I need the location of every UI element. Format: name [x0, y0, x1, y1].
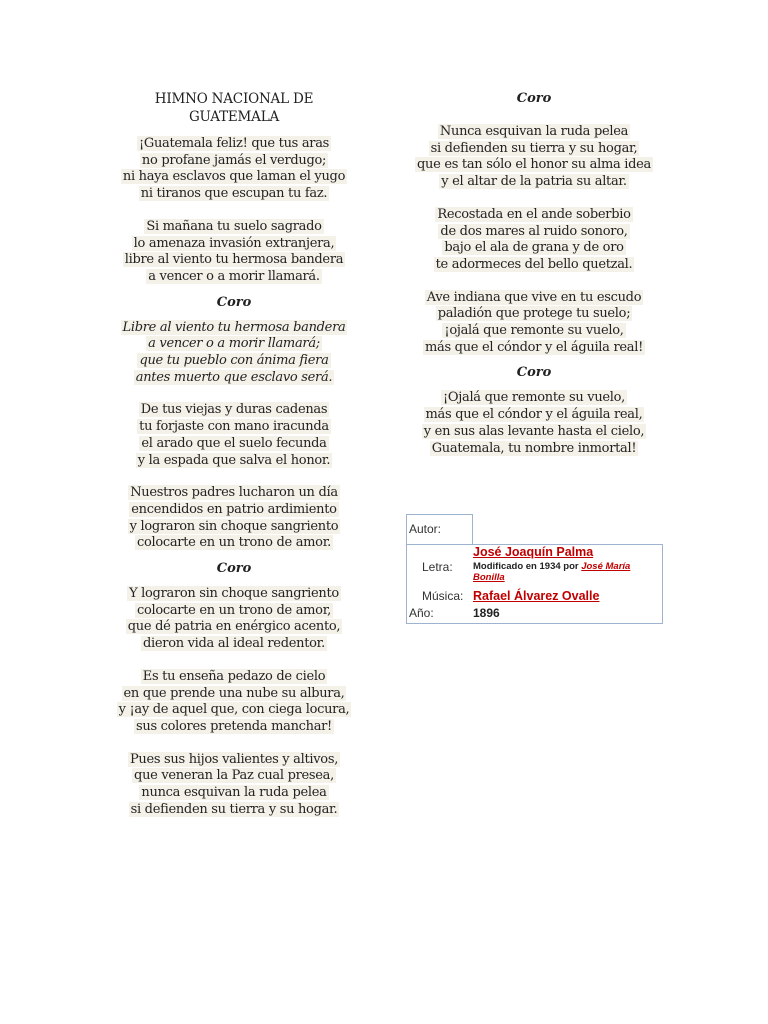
verse-line: y en sus alas levante hasta el cielo, [423, 423, 645, 439]
verse-line: más que el cóndor y el águila real! [424, 339, 643, 355]
stanza [108, 485, 360, 552]
verse-line: te adormeces del bello quetzal. [435, 256, 633, 272]
verse-line: Y lograron sin choque sangriento [129, 586, 339, 602]
verse-line: Nuestros padres lucharon un día [130, 485, 338, 501]
verse-line: de dos mares al ruido sonoro, [440, 223, 628, 239]
verse-line: que tu pueblo con ánima fiera [139, 353, 329, 369]
stanza [410, 290, 658, 357]
stanza [108, 752, 360, 819]
verse-line: antes muerto que esclavo será. [135, 369, 333, 385]
letra-author-link[interactable]: José Joaquín Palma [473, 545, 594, 559]
stanza [108, 219, 360, 286]
stanza [108, 402, 360, 469]
stanza [108, 136, 360, 203]
verse-line: bajo el ala de grana y de oro [444, 240, 624, 256]
verse-line: lo amenaza invasión extranjera, [133, 235, 335, 251]
verse-line: que veneran la Paz cual presea, [134, 768, 334, 784]
right-column [410, 90, 658, 457]
verse-line: Nunca esquivan la ruda pelea [439, 124, 629, 139]
verse-line: encendidos en patrio ardimiento [131, 501, 337, 517]
coro-heading: Coro [216, 294, 252, 310]
verse-line: colocarte en un trono de amor, [136, 602, 332, 618]
anio-value: 1896 [473, 606, 500, 620]
credits-box [406, 514, 662, 624]
coro-heading: Coro [516, 91, 552, 106]
verse-line: paladión que protege tu suelo; [437, 306, 631, 322]
musica-composer-link[interactable]: Rafael Álvarez Ovalle [473, 589, 600, 603]
verse-line: Guatemala, tu nombre inmortal! [431, 440, 637, 456]
verse-line: sus colores pretenda manchar! [136, 718, 332, 734]
verse-line: Libre al viento tu hermosa bandera [122, 319, 346, 335]
coro-heading: Coro [216, 561, 252, 577]
modification-prefix: Modificado en 1934 por [473, 561, 582, 572]
verse-line: y lograron sin choque sangriento [129, 518, 339, 534]
stanza [108, 586, 360, 653]
stanza [108, 669, 360, 736]
verse-line: ¡ojalá que remonte su vuelo, [444, 323, 624, 339]
autor-label: Autor: [409, 522, 442, 536]
verse-line: si defienden su tierra y su hogar. [130, 801, 338, 817]
coro-heading: Coro [516, 365, 552, 381]
verse-line: De tus viejas y duras cadenas [140, 402, 328, 418]
verse-line: colocarte en un trono de amor. [136, 535, 332, 551]
verse-line: Si mañana tu suelo sagrado [146, 218, 322, 234]
verse-line: dieron vida al ideal redentor. [143, 636, 325, 652]
verse-line: Ave indiana que vive en tu escudo [426, 289, 642, 305]
verse-line: ¡Ojalá que remonte su vuelo, [442, 390, 625, 406]
verse-line: libre al viento tu hermosa bandera [124, 252, 344, 268]
modifier-author-link[interactable]: José María Bonilla [473, 561, 631, 583]
verse-line: el arado que el suelo fecunda [141, 435, 327, 451]
verse-line: ni tiranos que escupan tu faz. [140, 186, 328, 202]
verse-line: y la espada que salva el honor. [137, 452, 331, 468]
verse-line: ¡Guatemala feliz! que tus aras [138, 136, 330, 151]
verse-line: que dé patria en enérgico acento, [127, 619, 341, 635]
verse-line: y el altar de la patria su altar. [441, 174, 627, 190]
verse-line: a vencer o a morir llamará; [148, 336, 320, 352]
stanza [410, 207, 658, 274]
autor-header [406, 514, 473, 545]
verse-line: tu forjaste con mano iracunda [139, 419, 329, 435]
modification-note [473, 561, 659, 583]
verse-line: si defienden su tierra y su hogar, [430, 140, 638, 156]
left-column [108, 90, 360, 819]
verse-line: Pues sus hijos valientes y altivos, [129, 751, 339, 767]
stanza [410, 124, 658, 191]
anio-label: Año: [409, 606, 434, 620]
verse-line: nunca esquivan la ruda pelea [141, 785, 327, 801]
verse-line: Recostada en el ande soberbio [437, 206, 631, 222]
verse-line: a vencer o a morir llamará. [148, 268, 320, 284]
coro-stanza [108, 320, 360, 387]
verse-line: y ¡ay de aquel que, con ciega locura, [118, 702, 350, 718]
credits-body [406, 544, 663, 624]
verse-line: no profane jamás el verdugo; [141, 152, 327, 168]
verse-line: que es tan sólo el honor su alma idea [417, 157, 651, 173]
anthem-title: HIMNO NACIONAL DE GUATEMALA [154, 91, 314, 125]
stanza [410, 390, 658, 457]
verse-line: Es tu enseña pedazo de cielo [142, 668, 326, 684]
musica-label: Música: [422, 589, 464, 603]
verse-line: más que el cóndor y el águila real, [425, 407, 643, 423]
verse-line: ni haya esclavos que laman el yugo [122, 169, 346, 185]
letra-label: Letra: [422, 560, 453, 574]
verse-line: en que prende una nube su albura, [123, 685, 345, 701]
